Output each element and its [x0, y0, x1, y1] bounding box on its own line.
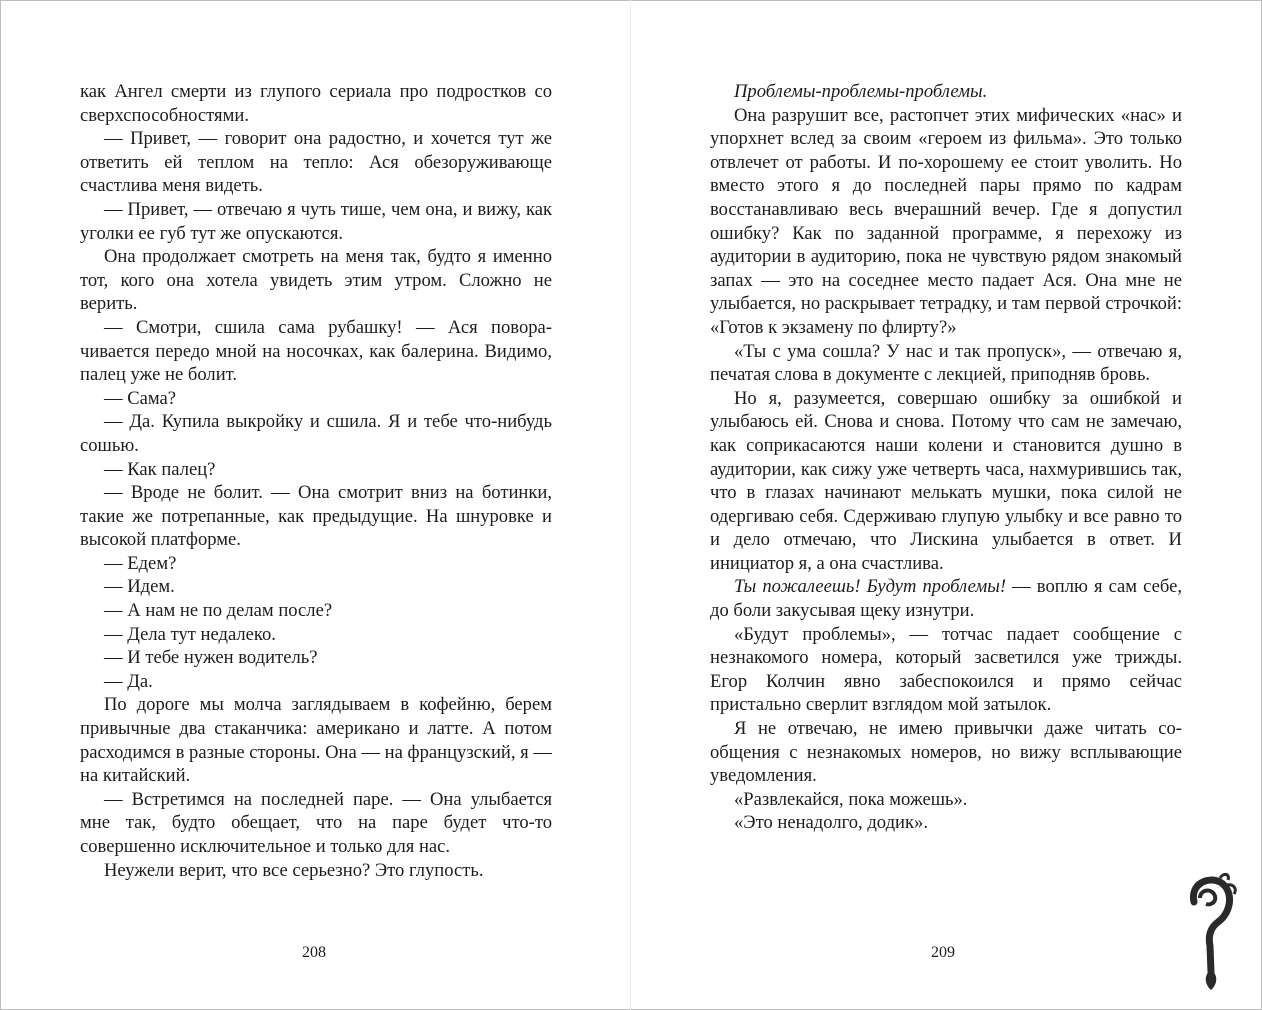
paragraph: — Сама?	[104, 387, 177, 409]
left-page	[80, 80, 552, 882]
paragraph: — Дела тут недалеко.	[104, 623, 276, 645]
paragraph-rest: — воплю я сам себе, до боли закусывая щеку изнутри.	[710, 576, 1182, 622]
paragraph: — И тебе нужен водитель?	[104, 647, 318, 669]
paragraph	[710, 575, 1182, 622]
paragraph: — А нам не по делам после?	[104, 600, 333, 622]
paragraph: — Встретимся на последней паре. — Она улыбается мне так, будто обещает, что на паре будет что-то совершенно исключительное и только для нас.	[80, 788, 552, 857]
paragraph: «Будут проблемы», — тотчас падает сообщение с незнакомого номера, который засветился уже трижды. Егор Колчин явно забеспокоился и прямо сейчас пристально сверлит взглядом мой затылок.	[710, 623, 1182, 716]
paragraph: Она разрушит все, растопчет этих мифических «нас» и упорхнет вслед за своим «героем из фильма». Это только отвлечет от работы. И по-хорошему ее стоит уволить. Но вместо этого я до последней пары прямо по кадрам восстанавливаю весь вчерашний вечер. Где я допустил ошибку? Как по заданной программе, я перехожу из аудитории в аудиторию, пока не чувствую рядом знакомый запах — это на соседнее место падает Ася. Она мне не улыбается, но раскрывает тетрадку, и там первой строчкой: «Готов к экзамену по флирту?»	[710, 104, 1182, 338]
paragraph: — Да. Купила выкройку и сшила. Я и тебе что-нибудь сошью.	[80, 411, 552, 456]
paragraph: «Это ненадолго, додик».	[734, 812, 928, 834]
paragraph: Но я, разумеется, совершаю ошибку за ошибкой и улыбаюсь ей. Снова и снова. Потому что сам не замечаю, как соприкасаются наши колени и становится душно в аудитории, как сижу уже четверть часа, нахмурившись так, что в глазах начинают мелькать мушки, пока силой не одергиваю себя. Сдерживаю глупую улыбку и все равно то и дело отмечаю, что Лискина улыбается в ответ. И инициатор я, а она счастлива.	[710, 387, 1182, 574]
paragraph: Я не отвечаю, не имею привычки даже читать сообщения с незнакомых номеров, но вижу всплывающие уведомления.	[710, 718, 1182, 787]
page-number-left: 208	[302, 944, 326, 961]
paragraph: — Вроде не болит. — Она смотрит вниз на ботинки, такие же потрепанные, как предыдущие. На шнуровке и высокой платформе.	[80, 482, 552, 551]
paragraph: «Развлекайся, пока можешь».	[734, 788, 968, 810]
page-number-right: 209	[931, 944, 955, 961]
paragraph: — Привет, — отвечаю я чуть тише, чем она, и вижу, как уголки ее губ тут же опускаются.	[80, 198, 552, 244]
paragraph: — Едем?	[104, 552, 177, 574]
paragraph: — Смотри, сшила сама рубашку! — Ася поворачивается передо мной на носочках, как балерина. Видимо, палец уже не болит.	[80, 316, 552, 386]
paragraph: По дороге мы молча заглядываем в кофейню, берем привычные два стаканчика: американо и латте. А потом расходимся в разные стороны. Она — на французский, я — на китайский.	[80, 694, 552, 787]
italic-heading-line: Проблемы-проблемы-проблемы.	[734, 81, 988, 102]
paragraph: Неужели верит, что все серьезно? Это глупость.	[104, 859, 484, 881]
book-gutter	[630, 0, 631, 1010]
paragraph: — Привет, — говорит она радостно, и хочется тут же ответить ей теплом на тепло: Ася обезоруживающе счастлива меня видеть.	[80, 128, 552, 197]
paragraph: «Ты с ума сошла? У нас и так пропуск», — отвечаю я, печатая слова в документе с лекцией, приподняв бровь.	[710, 340, 1182, 386]
paragraph: — Идем.	[104, 576, 175, 598]
right-page	[710, 80, 1182, 835]
italic-thought: Ты пожалеешь! Будут проблемы!	[734, 576, 1007, 598]
paragraph: — Как палец?	[104, 458, 216, 480]
paragraph: Она продолжает смотреть на меня так, будто я именно тот, кого она хотела увидеть этим утром. Сложно не верить.	[80, 246, 552, 315]
swirl-heart-ornament-icon	[1180, 872, 1240, 992]
paragraph: как Ангел смерти из глупого сериала про подростков со сверхспособностями.	[80, 81, 552, 126]
paragraph: — Да.	[104, 670, 153, 692]
